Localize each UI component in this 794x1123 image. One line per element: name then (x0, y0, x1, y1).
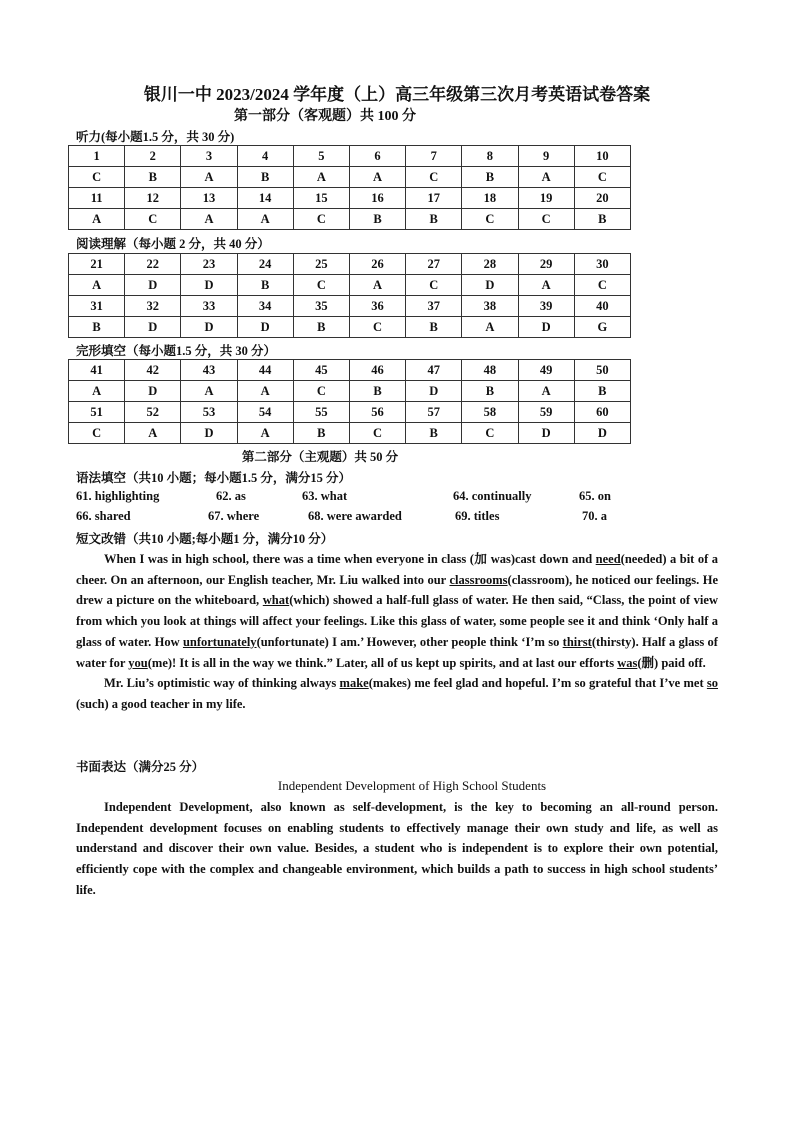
grammar-answer: 67. where (208, 509, 260, 523)
error-word: what (262, 593, 290, 608)
grammar-answer: 62. as (216, 489, 246, 503)
answer-cell: C (69, 423, 125, 444)
answer-cell: B (349, 381, 405, 402)
question-number-row (69, 402, 631, 423)
question-number-cell: 8 (462, 146, 518, 167)
error-word: unfortunately (182, 634, 257, 649)
text-run: (unfortunate) I am.’ However, other people think ‘I’m so (256, 634, 563, 649)
question-number-cell: 4 (237, 146, 293, 167)
question-number-cell: 44 (237, 360, 293, 381)
question-number-cell: 1 (69, 146, 125, 167)
text-run: (删) paid off. (637, 655, 706, 670)
question-number-cell: 35 (293, 296, 349, 317)
question-number-cell: 31 (69, 296, 125, 317)
question-number-cell: 33 (181, 296, 237, 317)
question-number-cell: 42 (125, 360, 181, 381)
question-number-cell: 59 (518, 402, 574, 423)
text-run: (which) showed a half-full glass of water. He then said, “Class, the point of view from which you look at things will affect your feelings. Like this glass of water, some people see it and think ‘Only half a glass of water. How (76, 593, 718, 649)
reading-label: 阅读理解（每小题 2 分，共 40 分） (76, 237, 270, 251)
answer-row (69, 275, 631, 296)
answer-cell: C (574, 275, 630, 296)
question-number-cell: 12 (125, 188, 181, 209)
correction-passage (76, 549, 718, 715)
question-number-row (69, 146, 631, 167)
part1-title: 第一部分（客观题）共 100 分 (234, 109, 416, 124)
question-number-cell: 47 (406, 360, 462, 381)
question-number-cell: 23 (181, 254, 237, 275)
listening-table (68, 145, 631, 230)
question-number-cell: 3 (181, 146, 237, 167)
grammar-answer: 63. what (302, 489, 348, 503)
question-number-cell: 19 (518, 188, 574, 209)
answer-cell: B (462, 167, 518, 188)
question-number-cell: 13 (181, 188, 237, 209)
question-number-cell: 2 (125, 146, 181, 167)
answer-cell: D (125, 381, 181, 402)
question-number-cell: 27 (406, 254, 462, 275)
answer-cell: B (349, 209, 405, 230)
error-word: was (617, 655, 638, 670)
question-number-row (69, 254, 631, 275)
text-run: (makes) me feel glad and hopeful. I’m so grateful that I’ve met (368, 676, 707, 691)
answer-cell: A (293, 167, 349, 188)
answer-cell: D (462, 275, 518, 296)
grammar-answer: 66. shared (76, 509, 131, 523)
answer-cell: A (349, 275, 405, 296)
answer-cell: A (237, 381, 293, 402)
answer-cell: C (406, 167, 462, 188)
answer-cell: B (69, 317, 125, 338)
answer-cell: D (181, 275, 237, 296)
question-number-row (69, 188, 631, 209)
answer-cell: B (406, 423, 462, 444)
answer-cell: B (574, 209, 630, 230)
answer-cell: A (69, 381, 125, 402)
question-number-cell: 16 (349, 188, 405, 209)
grammar-answer: 70. a (582, 509, 607, 523)
answer-cell: B (237, 275, 293, 296)
error-word: make (339, 676, 369, 691)
question-number-cell: 28 (462, 254, 518, 275)
question-number-cell: 21 (69, 254, 125, 275)
essay-passage (76, 797, 718, 901)
text-run: When I was in high school, there was a time when everyone in class (加 was)cast down and (104, 552, 596, 566)
answer-cell: C (518, 209, 574, 230)
text-run: (me)! It is all in the way we think.” Later, all of us kept up spirits, and at last our efforts (147, 655, 618, 670)
question-number-cell: 49 (518, 360, 574, 381)
question-number-cell: 7 (406, 146, 462, 167)
reading-table (68, 253, 631, 338)
grammar-answer: 68. were awarded (308, 509, 402, 523)
text-run: (thirsty). Half a glass of water for (76, 634, 718, 670)
answer-cell: B (462, 381, 518, 402)
text-run: (classroom), he noticed our feelings. He drew a picture on the whiteboard, (76, 572, 718, 608)
answer-cell: D (181, 423, 237, 444)
text-run: (such) a good teacher in my life. (76, 696, 246, 711)
error-word: need (595, 552, 621, 566)
correction-label: 短文改错（共10 小题;每小题1 分，满分10 分） (76, 532, 334, 546)
answer-cell: C (349, 423, 405, 444)
answer-cell: A (181, 381, 237, 402)
question-number-cell: 41 (69, 360, 125, 381)
question-number-cell: 26 (349, 254, 405, 275)
answer-cell: D (518, 423, 574, 444)
answer-cell: D (181, 317, 237, 338)
cloze-tbody (69, 360, 631, 444)
answer-cell: C (462, 209, 518, 230)
answer-cell: A (69, 275, 125, 296)
part2-title: 第二部分（主观题）共 50 分 (241, 450, 399, 464)
answer-cell: B (406, 209, 462, 230)
answer-row (69, 381, 631, 402)
error-word: you (128, 655, 148, 670)
grammar-label: 语法填空（共10 小题；每小题1.5 分，满分15 分） (76, 471, 352, 485)
question-number-cell: 24 (237, 254, 293, 275)
answer-cell: C (293, 381, 349, 402)
grammar-answer: 64. continually (453, 489, 532, 503)
answer-cell: C (293, 275, 349, 296)
grammar-answer: 65. on (579, 489, 611, 503)
answer-row (69, 167, 631, 188)
question-number-cell: 11 (69, 188, 125, 209)
page-title: 银川一中 2023/2024 学年度（上）高三年级第三次月考英语试卷答案 (143, 85, 651, 104)
question-number-cell: 56 (349, 402, 405, 423)
question-number-cell: 20 (574, 188, 630, 209)
answer-cell: C (69, 167, 125, 188)
answer-cell: C (574, 167, 630, 188)
question-number-cell: 40 (574, 296, 630, 317)
question-number-cell: 38 (462, 296, 518, 317)
question-number-cell: 45 (293, 360, 349, 381)
question-number-cell: 53 (181, 402, 237, 423)
question-number-cell: 48 (462, 360, 518, 381)
answer-cell: A (181, 167, 237, 188)
correction-paragraph-1 (76, 549, 718, 673)
question-number-row (69, 360, 631, 381)
answer-cell: D (574, 423, 630, 444)
answer-cell: A (349, 167, 405, 188)
question-number-cell: 52 (125, 402, 181, 423)
text-run: Mr. Liu’s optimistic way of thinking always (104, 676, 340, 691)
question-number-cell: 37 (406, 296, 462, 317)
correction-paragraph-2 (76, 673, 718, 714)
error-word: so (706, 676, 719, 691)
answer-cell: D (518, 317, 574, 338)
cloze-table (68, 359, 631, 444)
question-number-cell: 29 (518, 254, 574, 275)
question-number-cell: 10 (574, 146, 630, 167)
error-word: classrooms (449, 572, 508, 587)
answer-cell: G (574, 317, 630, 338)
question-number-cell: 25 (293, 254, 349, 275)
question-number-cell: 17 (406, 188, 462, 209)
question-number-cell: 22 (125, 254, 181, 275)
answer-cell: A (181, 209, 237, 230)
question-number-cell: 46 (349, 360, 405, 381)
answer-cell: B (237, 167, 293, 188)
question-number-cell: 54 (237, 402, 293, 423)
reading-tbody (69, 254, 631, 338)
question-number-cell: 39 (518, 296, 574, 317)
answer-cell: C (349, 317, 405, 338)
answer-cell: D (237, 317, 293, 338)
question-number-cell: 9 (518, 146, 574, 167)
answer-cell: C (406, 275, 462, 296)
question-number-cell: 51 (69, 402, 125, 423)
answer-cell: D (406, 381, 462, 402)
question-number-cell: 6 (349, 146, 405, 167)
answer-cell: B (293, 423, 349, 444)
essay-title: Independent Development of High School Students (277, 778, 547, 793)
question-number-cell: 58 (462, 402, 518, 423)
answer-cell: A (518, 381, 574, 402)
writing-label: 书面表达（满分25 分） (76, 760, 205, 774)
listening-tbody (69, 146, 631, 230)
answer-cell: C (462, 423, 518, 444)
error-word: thirst (562, 634, 592, 649)
grammar-answer: 61. highlighting (76, 489, 160, 503)
question-number-cell: 32 (125, 296, 181, 317)
answer-cell: B (293, 317, 349, 338)
question-number-cell: 57 (406, 402, 462, 423)
listening-label: 听力(每小题1.5 分，共 30 分) (76, 130, 235, 144)
question-number-row (69, 296, 631, 317)
question-number-cell: 55 (293, 402, 349, 423)
question-number-cell: 5 (293, 146, 349, 167)
answer-cell: C (293, 209, 349, 230)
question-number-cell: 15 (293, 188, 349, 209)
answer-row (69, 317, 631, 338)
text-run: (needed) a bit of a cheer. On an afternoon, our English teacher, Mr. Liu walked into our (76, 552, 718, 587)
answer-cell: A (125, 423, 181, 444)
answer-row (69, 209, 631, 230)
answer-row (69, 423, 631, 444)
question-number-cell: 50 (574, 360, 630, 381)
answer-cell: A (237, 209, 293, 230)
answer-cell: A (69, 209, 125, 230)
question-number-cell: 34 (237, 296, 293, 317)
cloze-label: 完形填空（每小题1.5 分，共 30 分） (76, 344, 277, 358)
answer-cell: D (125, 317, 181, 338)
answer-cell: B (406, 317, 462, 338)
answer-cell: A (518, 275, 574, 296)
question-number-cell: 36 (349, 296, 405, 317)
answer-cell: A (237, 423, 293, 444)
answer-cell: C (125, 209, 181, 230)
question-number-cell: 30 (574, 254, 630, 275)
question-number-cell: 60 (574, 402, 630, 423)
answer-cell: D (125, 275, 181, 296)
question-number-cell: 43 (181, 360, 237, 381)
answer-cell: B (574, 381, 630, 402)
answer-cell: A (462, 317, 518, 338)
answer-cell: B (125, 167, 181, 188)
answer-cell: A (518, 167, 574, 188)
question-number-cell: 14 (237, 188, 293, 209)
essay-paragraph: Independent Development, also known as self-development, is the key to becoming an all-round person. Independent development focuses on enabling students to effectively manage their own study and life, as well as understand and discover their own value. Besides, a student who is independent is to explore their own potential, efficiently cope with the complex and changeable environment, which builds a path to success in high school students’ life. (76, 800, 718, 897)
grammar-answer: 69. titles (455, 509, 500, 523)
question-number-cell: 18 (462, 188, 518, 209)
